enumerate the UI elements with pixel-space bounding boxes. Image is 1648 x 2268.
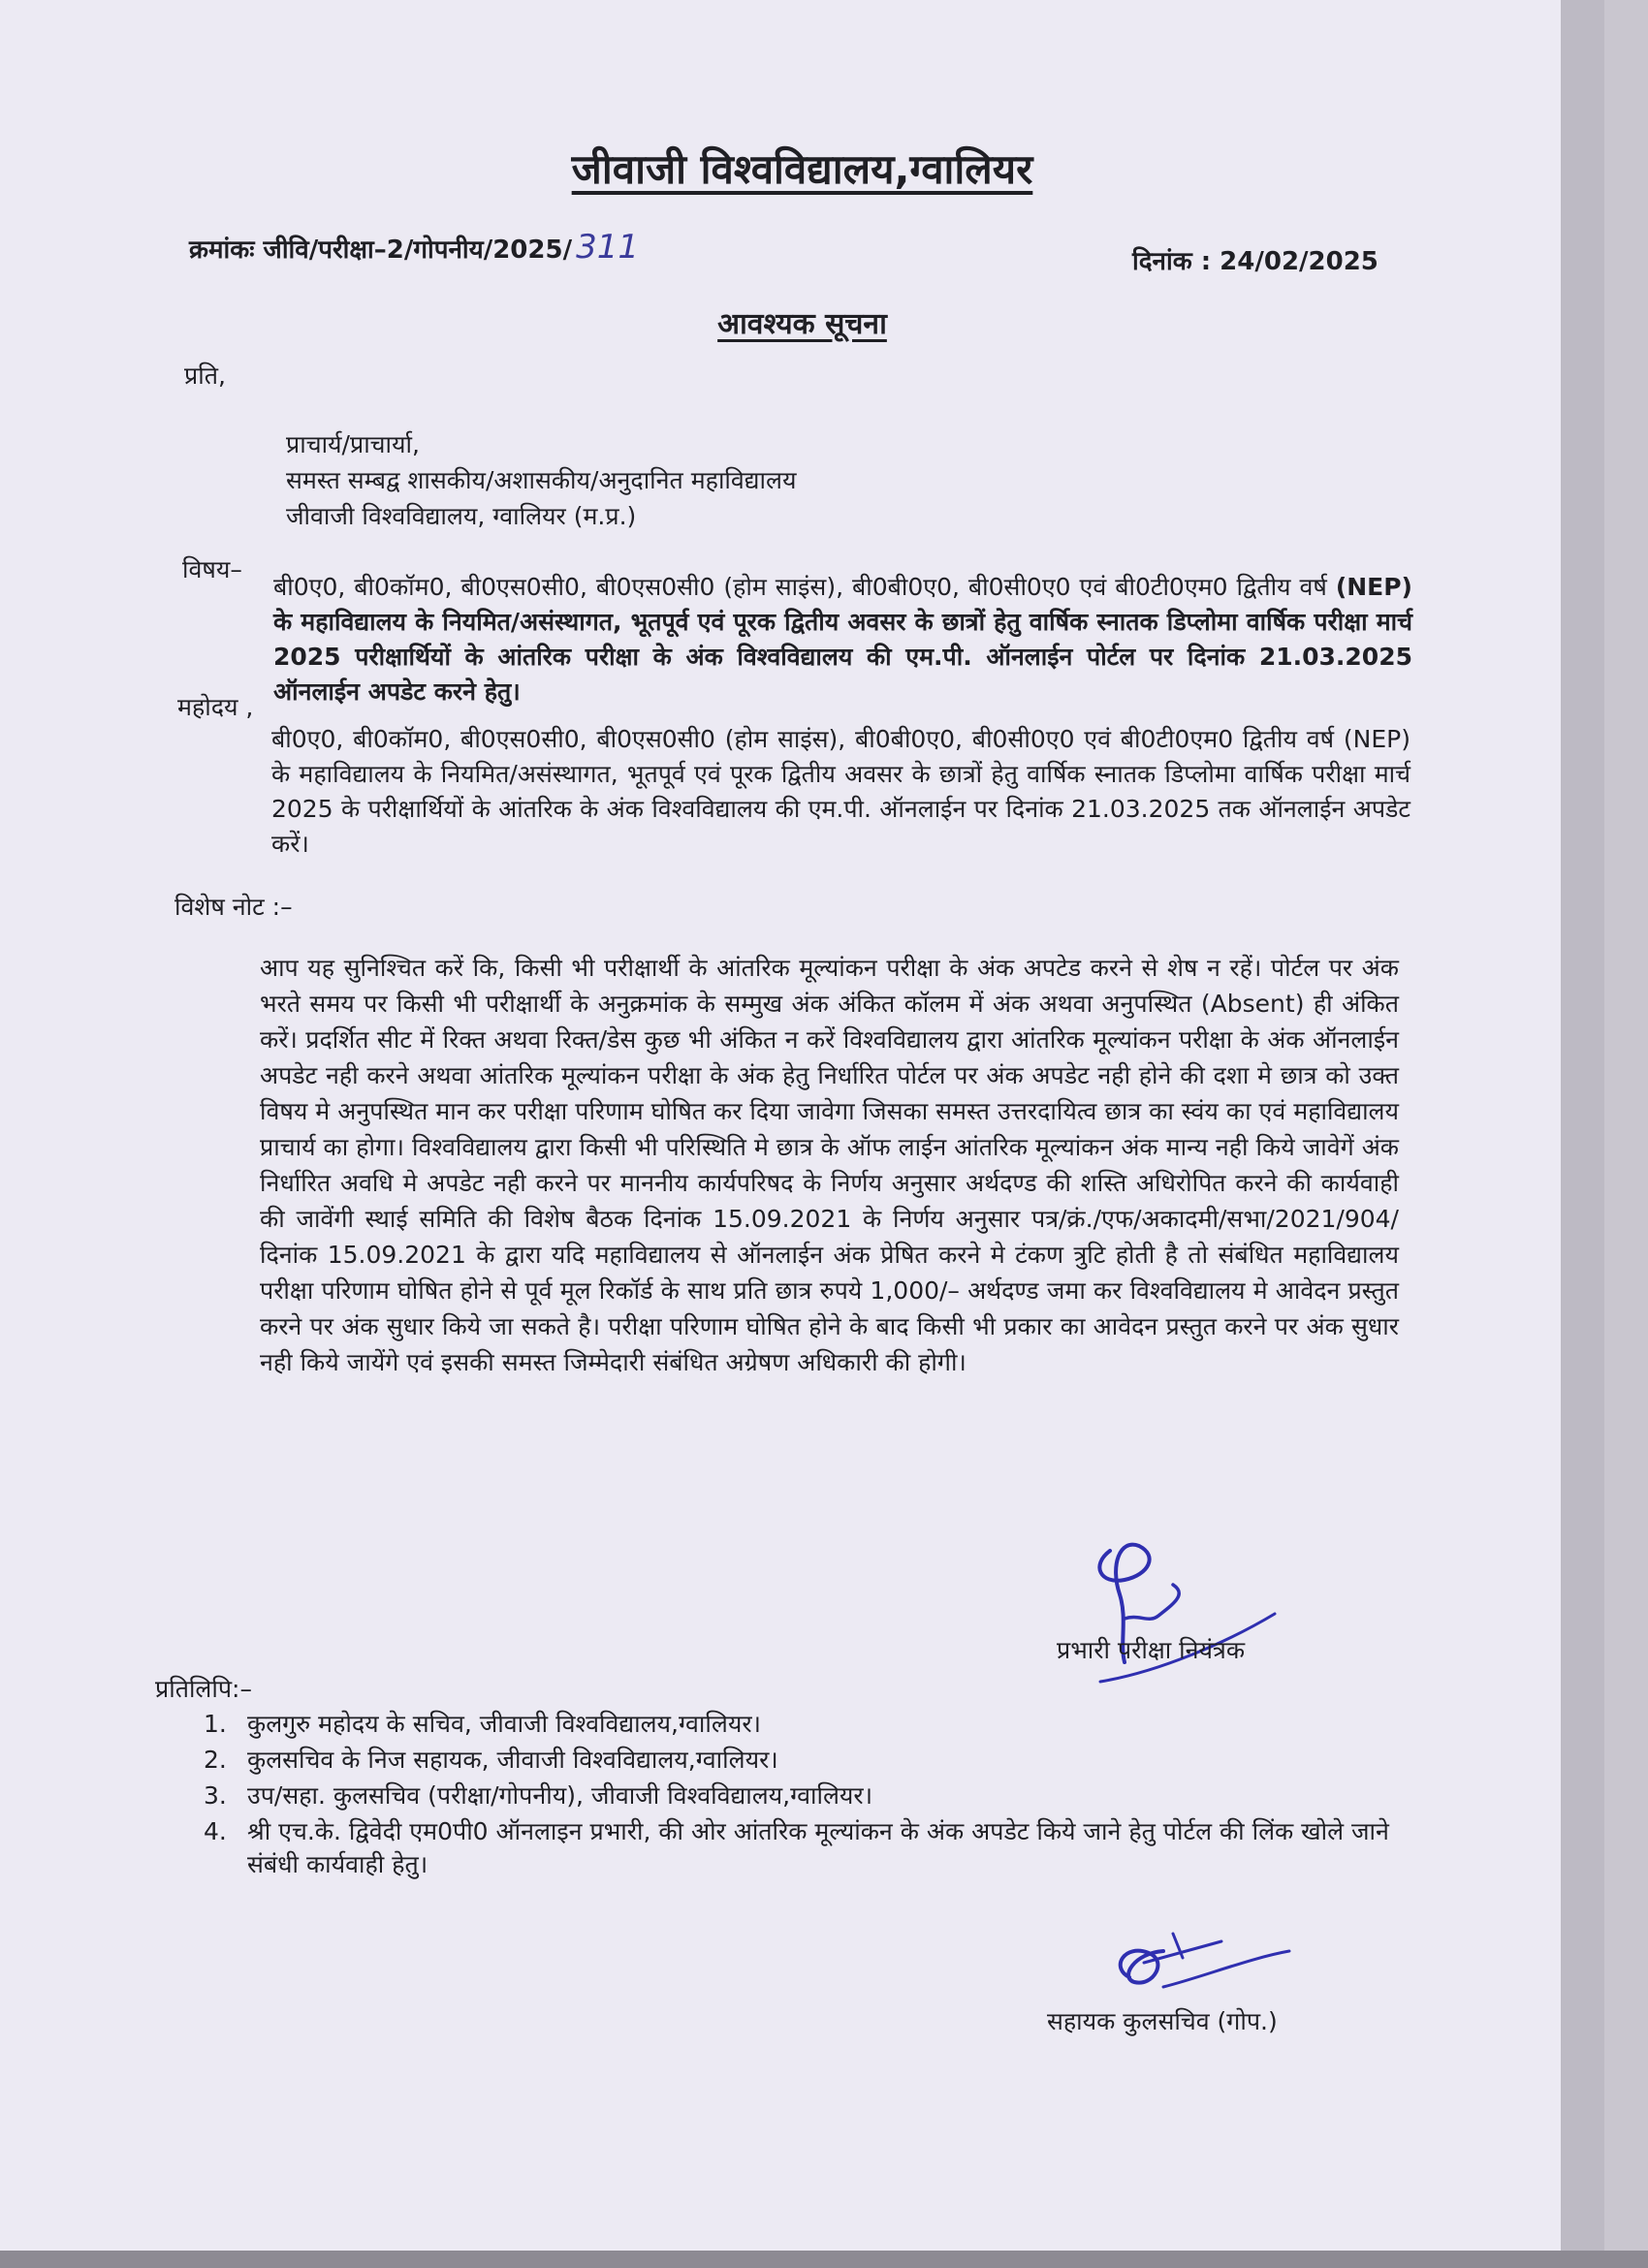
signatory-assistant-registrar: सहायक कुलसचिव (गोप.) <box>1047 2007 1278 2035</box>
list-number: 4. <box>204 1817 227 1845</box>
salutation: महोदय , <box>177 693 254 721</box>
list-number: 1. <box>204 1710 227 1738</box>
list-item <box>204 1780 1396 1812</box>
reference-number <box>189 228 639 267</box>
address-line: जीवाजी विश्वविद्यालय, ग्वालियर (म.प्र.) <box>286 502 637 530</box>
special-note-label: विशेष नोट :– <box>174 893 293 921</box>
reference-handwritten: 311 <box>576 228 639 267</box>
list-item <box>204 1744 1396 1777</box>
copy-to-label: प्रतिलिपि:– <box>155 1675 252 1703</box>
signature-2 <box>1105 1924 1299 2001</box>
list-text: कुलगुरु महोदय के सचिव, जीवाजी विश्वविद्यालय,ग्वालियर। <box>247 1710 762 1738</box>
reference-prefix: क्रमांकः जीवि/परीक्षा–2/गोपनीय/2025/ <box>189 236 573 265</box>
subject-text <box>273 570 1412 709</box>
recipient-to: प्रति, <box>184 362 226 390</box>
special-note-text: आप यह सुनिश्चित करें कि, किसी भी परीक्षार्थी के आंतरिक मूल्यांकन परीक्षा के अंक अपटेड करने से शेष न रहें। पोर्टल पर अंक भरते समय पर किसी भी परीक्षार्थी के अनुक्रमांक के सम्मुख अंक अंकित कॉलम में अंक अथवा अनुपस्थित (Absent) ही अंकित करें। प्रदर्शित सीट में रिक्त अथवा रिक्त/डेस कुछ भी अंकित न करें विश्वविद्यालय द्वारा आंतरिक मूल्यांकन परीक्षा के अंक ऑनलाईन अपडेट नही करने अथवा आंतरिक मूल्यांकन परीक्षा के अंक हेतु निर्धारित पोर्टल पर अंक अपडेट नही होने की दशा मे छात्र को उक्त विषय मे अनुपस्थित मान कर परीक्षा परिणाम घोषित कर दिया जावेगा जिसका समस्त उत्तरदायित्व छात्र का स्वंय का एवं महाविद्यालय प्राचार्य का होगा। विश्वविद्यालय द्वारा किसी भी परिस्थिति मे छात्र के ऑफ लाईन आंतरिक मूल्यांकन अंक मान्य नही किये जावेगें अंक निर्धारित अवधि मे अपडेट नही करने पर माननीय कार्यपरिषद के निर्णय अनुसार अर्थदण्ड की शस्ति अधिरोपित करने की कार्यवाही की जावेंगी स्थाई समिति की विशेष बैठक दिनांक 15.09.2021 के निर्णय अनुसार पत्र/क्रं./एफ/अकादमी/सभा/2021/904/दिनांक 15.09.2021 के द्वारा यदि महाविद्यालय से ऑनलाईन अंक प्रेषित करने मे टंकण त्रुटि होती है तो संबंधित महाविद्यालय परीक्षा परिणाम घोषित होने से पूर्व मूल रिकॉर्ड के साथ प्रति छात्र रुपये 1,000/– अर्थदण्ड जमा कर विश्वविद्यालय मे आवेदन प्रस्तुत करने पर अंक सुधार किये जा सकते है। परीक्षा परिणाम घोषित होने के बाद किसी भी प्रकार का आवेदन प्रस्तुत करने पर अंक सुधार नही किये जायेंगे एवं इसकी समस्त जिम्मेदारी संबंधित अग्रेषण अधिकारी की होगी। <box>260 954 1399 1376</box>
signatory-controller: प्रभारी परीक्षा नियंत्रक <box>1057 1636 1246 1664</box>
address-line: प्राचार्य/प्राचार्या, <box>286 430 420 458</box>
list-number: 3. <box>204 1781 227 1810</box>
list-item <box>204 1815 1396 1881</box>
list-item <box>204 1708 1396 1741</box>
list-number: 2. <box>204 1746 227 1774</box>
address-line: समस्त सम्बद्व शासकीय/अशासकीय/अनुदानित महाविद्यालय <box>286 466 797 494</box>
body-paragraph: बी0ए0, बी0कॉम0, बी0एस0सी0, बी0एस0सी0 (होम साइंस), बी0बी0ए0, बी0सी0ए0 एवं बी0टी0एम0 द्वितीय वर्ष (NEP) के महाविद्यालय के नियमित/असंस्थागत, भूतपूर्व एवं पूरक द्वितीय अवसर के छात्रों हेतु वार्षिक स्नातक डिप्लोमा वार्षिक परीक्षा मार्च 2025 के परीक्षार्थियों के आंतरिक के अंक विश्वविद्यालय की एम.पी. ऑनलाईन पर दिनांक 21.03.2025 तक ऑनलाईन अपडेट करें। <box>271 725 1410 858</box>
list-text: कुलसचिव के निज सहायक, जीवाजी विश्वविद्यालय,ग्वालियर। <box>247 1746 778 1774</box>
copy-to-list <box>204 1708 1396 1884</box>
letter-date: दिनांक : 24/02/2025 <box>1132 247 1379 276</box>
subject-label: विषय– <box>182 555 242 583</box>
scan-bottom-edge <box>0 2251 1648 2268</box>
list-text: श्री एच.के. द्विवेदी एम0पी0 ऑनलाइन प्रभारी, की ओर आंतरिक मूल्यांकन के अंक अपडेट किये जाने हेतु पोर्टल की लिंक खोले जाने संबंधी कार्यवाही हेतु। <box>247 1817 1389 1878</box>
notice-heading: आवश्यक सूचना <box>717 307 887 341</box>
subject-plain: बी0ए0, बी0कॉम0, बी0एस0सी0, बी0एस0सी0 (होम साइंस), बी0बी0ए0, बी0सी0ए0 एवं बी0टी0एम0 द्वितीय वर्ष <box>273 573 1327 601</box>
university-title: जीवाजी विश्वविद्यालय,ग्वालियर <box>571 145 1033 193</box>
subject-bold: (NEP) के महाविद्यालय के नियमित/असंस्थागत, भूतपूर्व एवं पूरक द्वितीय अवसर के छात्रों हेतु वार्षिक स्नातक डिप्लोमा वार्षिक परीक्षा मार्च 2025 परीक्षार्थियों के आंतरिक परीक्षा के अंक विश्वविद्यालय की एम.पी. ऑनलाईन पोर्टल पर दिनांक 21.03.2025 ऑनलाईन अपडेट करने हेतु। <box>273 573 1412 706</box>
signature-1 <box>1081 1527 1304 1691</box>
recipient-address <box>286 426 796 534</box>
list-text: उप/सहा. कुलसचिव (परीक्षा/गोपनीय), जीवाजी विश्वविद्यालय,ग्वालियर। <box>247 1781 873 1810</box>
